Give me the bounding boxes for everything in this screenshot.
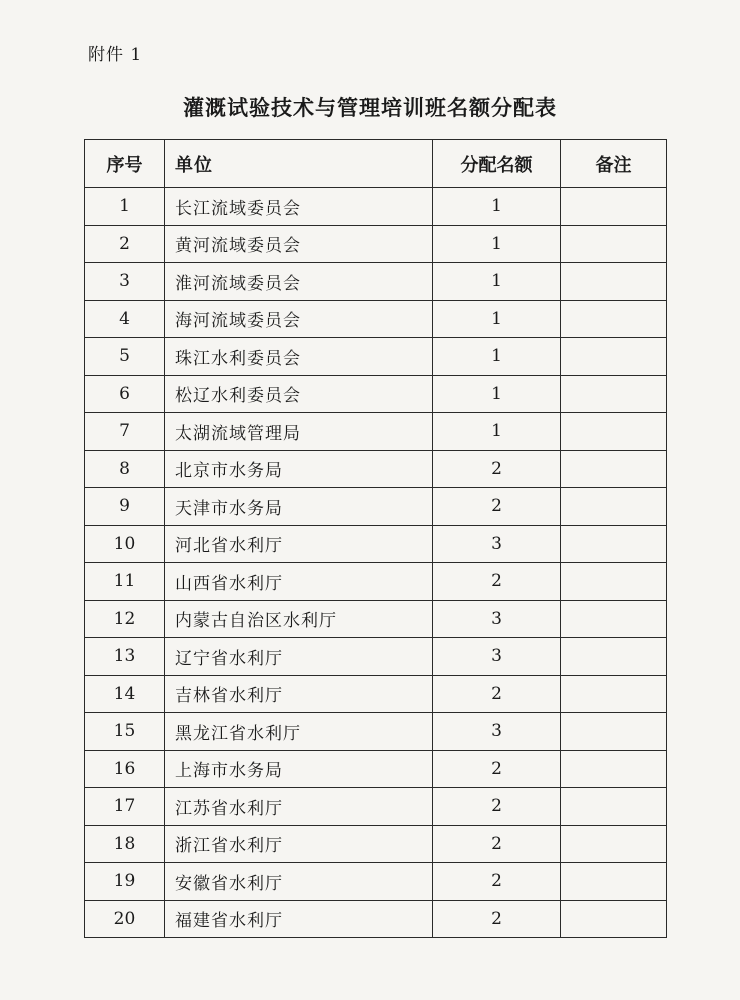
header-note: 备注: [561, 140, 667, 188]
table-row: [85, 525, 667, 563]
cell-quota: 1: [433, 413, 561, 451]
cell-quota: 1: [433, 188, 561, 226]
cell-note: [561, 863, 667, 901]
cell-unit: 山西省水利厅: [165, 563, 433, 601]
table-row: [85, 863, 667, 901]
cell-quota: 1: [433, 263, 561, 301]
table-row: [85, 263, 667, 301]
header-no: 序号: [85, 140, 165, 188]
cell-note: [561, 900, 667, 938]
cell-no: 1: [85, 188, 165, 226]
cell-note: [561, 338, 667, 376]
cell-unit: 吉林省水利厅: [165, 675, 433, 713]
cell-no: 3: [85, 263, 165, 301]
cell-note: [561, 600, 667, 638]
cell-note: [561, 375, 667, 413]
cell-note: [561, 413, 667, 451]
cell-quota: 1: [433, 225, 561, 263]
cell-quota: 2: [433, 750, 561, 788]
cell-note: [561, 825, 667, 863]
cell-note: [561, 750, 667, 788]
table-header-row: [85, 140, 667, 188]
cell-unit: 天津市水务局: [165, 488, 433, 526]
table-row: [85, 300, 667, 338]
cell-no: 19: [85, 863, 165, 901]
table-row: [85, 488, 667, 526]
cell-no: 16: [85, 750, 165, 788]
quota-allocation-table: [84, 139, 667, 938]
cell-note: [561, 300, 667, 338]
cell-note: [561, 788, 667, 826]
table-row: [85, 225, 667, 263]
cell-unit: 北京市水务局: [165, 450, 433, 488]
cell-no: 15: [85, 713, 165, 751]
cell-quota: 2: [433, 788, 561, 826]
cell-unit: 太湖流域管理局: [165, 413, 433, 451]
cell-note: [561, 525, 667, 563]
table-row: [85, 338, 667, 376]
cell-note: [561, 488, 667, 526]
cell-unit: 河北省水利厅: [165, 525, 433, 563]
cell-unit: 浙江省水利厅: [165, 825, 433, 863]
cell-no: 17: [85, 788, 165, 826]
cell-quota: 2: [433, 825, 561, 863]
cell-no: 11: [85, 563, 165, 601]
cell-note: [561, 713, 667, 751]
cell-quota: 1: [433, 300, 561, 338]
cell-quota: 2: [433, 563, 561, 601]
cell-unit: 松辽水利委员会: [165, 375, 433, 413]
cell-note: [561, 675, 667, 713]
table-row: [85, 413, 667, 451]
cell-quota: 3: [433, 600, 561, 638]
cell-unit: 黑龙江省水利厅: [165, 713, 433, 751]
table-row: [85, 450, 667, 488]
cell-quota: 2: [433, 863, 561, 901]
cell-quota: 2: [433, 900, 561, 938]
table-row: [85, 713, 667, 751]
cell-quota: 3: [433, 525, 561, 563]
cell-unit: 淮河流域委员会: [165, 263, 433, 301]
cell-quota: 2: [433, 488, 561, 526]
cell-unit: 安徽省水利厅: [165, 863, 433, 901]
cell-quota: 2: [433, 450, 561, 488]
cell-note: [561, 263, 667, 301]
cell-unit: 福建省水利厅: [165, 900, 433, 938]
header-quota: 分配名额: [433, 140, 561, 188]
cell-unit: 长江流域委员会: [165, 188, 433, 226]
cell-unit: 海河流域委员会: [165, 300, 433, 338]
cell-no: 13: [85, 638, 165, 676]
cell-no: 5: [85, 338, 165, 376]
attachment-label: 附件 1: [88, 45, 143, 65]
table-row: [85, 563, 667, 601]
table-row: [85, 825, 667, 863]
cell-no: 2: [85, 225, 165, 263]
header-unit: 单位: [165, 140, 433, 188]
cell-note: [561, 188, 667, 226]
cell-note: [561, 563, 667, 601]
table-row: [85, 600, 667, 638]
cell-no: 12: [85, 600, 165, 638]
cell-no: 9: [85, 488, 165, 526]
cell-no: 8: [85, 450, 165, 488]
cell-unit: 黄河流域委员会: [165, 225, 433, 263]
cell-no: 20: [85, 900, 165, 938]
cell-note: [561, 225, 667, 263]
cell-quota: 2: [433, 675, 561, 713]
table-row: [85, 675, 667, 713]
table-row: [85, 188, 667, 226]
cell-no: 18: [85, 825, 165, 863]
cell-note: [561, 450, 667, 488]
cell-unit: 辽宁省水利厅: [165, 638, 433, 676]
cell-unit: 珠江水利委员会: [165, 338, 433, 376]
table-row: [85, 900, 667, 938]
table-row: [85, 638, 667, 676]
cell-note: [561, 638, 667, 676]
table-body: [85, 188, 667, 938]
cell-no: 4: [85, 300, 165, 338]
cell-no: 10: [85, 525, 165, 563]
table-row: [85, 788, 667, 826]
cell-unit: 内蒙古自治区水利厅: [165, 600, 433, 638]
cell-quota: 1: [433, 338, 561, 376]
cell-quota: 3: [433, 713, 561, 751]
cell-unit: 江苏省水利厅: [165, 788, 433, 826]
cell-no: 6: [85, 375, 165, 413]
table-row: [85, 375, 667, 413]
table-row: [85, 750, 667, 788]
cell-quota: 1: [433, 375, 561, 413]
cell-no: 7: [85, 413, 165, 451]
document-title: 灌溉试验技术与管理培训班名额分配表: [183, 96, 557, 120]
cell-no: 14: [85, 675, 165, 713]
cell-quota: 3: [433, 638, 561, 676]
cell-unit: 上海市水务局: [165, 750, 433, 788]
